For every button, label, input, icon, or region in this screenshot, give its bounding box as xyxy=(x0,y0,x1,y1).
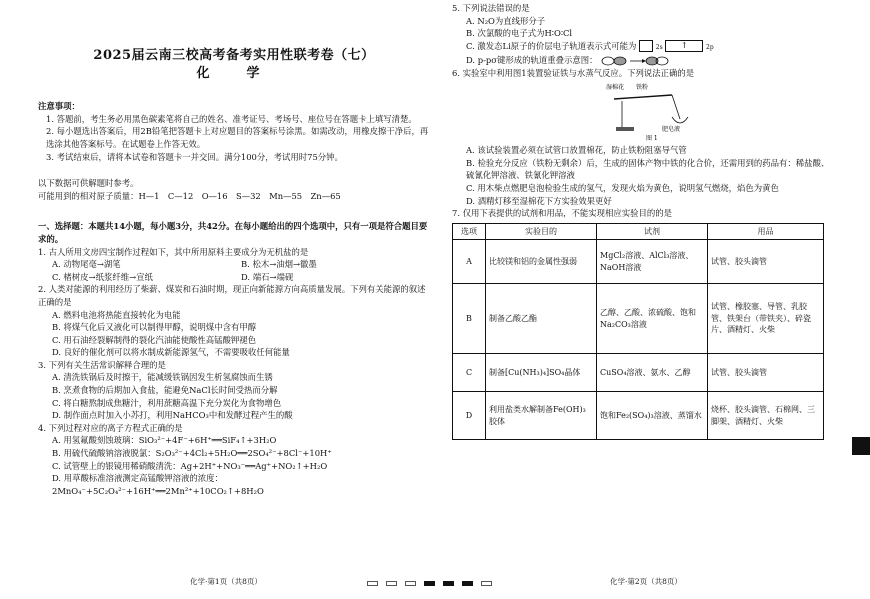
q1-option-a: A. 动物尾毫→湖笔 xyxy=(52,259,121,270)
q4-option-d: D. 用草酸标准溶液测定高锰酸钾溶液的浓度：2MnO₄⁻+5C₂O₄²⁻+16H⁺══2Mn²⁺+10CO₂↑+8H₂O xyxy=(52,473,264,496)
table-cell: 制备乙酸乙酯 xyxy=(486,284,597,354)
table-cell: MgCl₂溶液、AlCl₃溶液、NaOH溶液 xyxy=(597,240,708,284)
q3-option-a: A. 清洗铁锅后及时擦干，能减缓铁锅因发生析氢腐蚀而生锈 xyxy=(52,372,273,383)
q1-option-b: B. 松木→油烟→徽墨 xyxy=(241,259,317,270)
table-cell: 制备[Cu(NH₃)₄]SO₄晶体 xyxy=(486,354,597,392)
table-header: 用品 xyxy=(708,223,824,240)
table-cell: CuSO₄溶液、氨水、乙醇 xyxy=(597,354,708,392)
q2-option-c: C. 用石油经裂解制得的裂化汽油能使酸性高锰酸钾褪色 xyxy=(52,334,257,345)
right-page xyxy=(452,0,832,440)
orbital-label-2s: 2s xyxy=(655,43,663,51)
notes-heading: 注意事项： xyxy=(38,101,80,112)
orbital-box-2p: ↑ xyxy=(665,40,703,52)
table-cell: 饱和Fe₂(SO₄)₃溶液、蒸馏水 xyxy=(597,392,708,440)
data-line: 以下数据可供解题时参考。 xyxy=(38,178,139,189)
table-cell: 试管、橡胶塞、导管、乳胶管、铁架台（带铁夹）、碎瓷片、酒精灯、火柴 xyxy=(708,284,824,354)
mark-filled xyxy=(443,581,454,586)
orbital-label-2p: 2p xyxy=(706,43,714,51)
table-cell: 乙醇、乙酸、浓硫酸、饱和Na₂CO₃溶液 xyxy=(597,284,708,354)
mark-hollow xyxy=(405,581,416,586)
q5-option-d xyxy=(452,54,832,67)
q1-stem: 1. 古人所用文房四宝制作过程如下，其中所用原料主要成分为无机盐的是 xyxy=(38,246,309,257)
footer-page-2: 化学·第2页（共8页） xyxy=(610,577,682,586)
table-cell: 比较镁和铝的金属性强弱 xyxy=(486,240,597,284)
q1-option-d: D. 端石→端砚 xyxy=(241,271,294,282)
registration-marks xyxy=(367,581,492,586)
q3-option-d: D. 制作面点时加入小苏打，利用NaHCO₃中和发酵过程产生的酸 xyxy=(52,410,293,421)
table-cell: 试管、胶头滴管 xyxy=(708,240,824,284)
orbital-box-2s xyxy=(639,40,653,52)
table-header: 实验目的 xyxy=(486,223,597,240)
side-tab-marker xyxy=(852,437,870,455)
atomic-mass-line: 可能用到的相对原子质量：H—1 C—12 O—16 S—32 Mn—55 Zn—65 xyxy=(38,190,341,201)
q5-option-a: A. N₂O为直线形分子 xyxy=(466,15,546,26)
fig-label-soap: 肥皂液 xyxy=(662,125,681,133)
table-cell: B xyxy=(453,284,486,354)
table-row xyxy=(453,240,824,284)
q4-option-c: C. 试管壁上的银镜用稀硝酸清洗：Ag+2H⁺+NO₃⁻══Ag⁺+NO₂↑+H₂O xyxy=(52,460,328,471)
q3-option-b: B. 烹煮食物的后期加入食盐，能避免NaCl长时间受热而分解 xyxy=(52,385,278,396)
table-cell: 利用盐类水解制备Fe(OH)₃胶体 xyxy=(486,392,597,440)
q6-stem: 6. 实验室中利用图1装置验证铁与水蒸气反应。下列说法正确的是 xyxy=(452,67,695,78)
table-row xyxy=(453,354,824,392)
note-2: 2. 每小题选出答案后，用2B铅笔把答题卡上对应题目的答案标号涂黑。如需改动，用橡皮擦干净后，再选涂其他答案标号。在试题卷上作答无效。 xyxy=(46,126,429,149)
mark-hollow xyxy=(367,581,378,586)
q6-option-d: D. 酒精灯移至湿棉花下方实验效果更好 xyxy=(466,195,612,206)
q3-stem: 3. 下列有关生活常识解释合理的是 xyxy=(38,359,166,370)
q6-option-a: A. 该试验装置必须在试管口放置棉花，防止铁粉阻塞导气管 xyxy=(466,145,687,156)
q7-stem: 7. 仅用下表提供的试剂和用品，不能实现相应实验目的的是 xyxy=(452,208,673,219)
table-row xyxy=(453,284,824,354)
part1-heading: 一、选择题：本题共14小题，每小题3分，共42分。在每小题给出的四个选项中，只有一项是符合题目要求的。 xyxy=(38,221,428,244)
q5-option-c-text: C. 激发态Li原子的价层电子轨道表示式可能为 xyxy=(466,40,637,51)
q4-stem: 4. 下列过程对应的离子方程式正确的是 xyxy=(38,422,183,433)
q3-option-c: C. 将白糖熬制成焦糖汁，利用蔗糖高温下充分炭化为食物增色 xyxy=(52,397,282,408)
q5-option-c xyxy=(452,40,832,55)
q5-option-b: B. 次氯酸的电子式为H∶O∶Cl xyxy=(466,28,573,39)
exam-title: 2025届云南三校高考备考实用性联考卷（七） xyxy=(93,48,375,63)
q7-table xyxy=(452,223,824,441)
fig-label-wet-cotton: 湿棉花 xyxy=(606,83,625,91)
fig-delivery-tube xyxy=(672,95,680,119)
table-header-row xyxy=(453,223,824,240)
q4-option-b: B. 用硫代硫酸钠溶液脱氯：S₂O₃²⁻+4Cl₂+5H₂O══2SO₄²⁻+8Cl⁻+10H⁺ xyxy=(52,448,332,459)
table-cell: 烧杯、胶头滴管、石棉网、三脚架、酒精灯、火柴 xyxy=(708,392,824,440)
orbital-overlap-icon xyxy=(600,55,670,67)
exam-subject: 化 学 xyxy=(196,65,272,81)
q5-stem: 5. 下列说法错误的是 xyxy=(452,3,530,13)
mark-hollow xyxy=(481,581,492,586)
q1-options-row2 xyxy=(38,271,430,284)
table-cell: 试管、胶头滴管 xyxy=(708,354,824,392)
mark-filled xyxy=(462,581,473,586)
q6-option-c: C. 用木柴点燃肥皂泡检验生成的氢气，发现火焰为黄色，说明氢气燃烧，焰色为黄色 xyxy=(466,182,779,193)
experiment-apparatus-figure xyxy=(602,81,702,141)
table-row xyxy=(453,392,824,440)
table-cell: C xyxy=(453,354,486,392)
fig-caption: 图 1 xyxy=(646,134,658,141)
q2-option-a: A. 燃料电池将热能直接转化为电能 xyxy=(52,309,181,320)
q1-options-row1 xyxy=(38,258,430,271)
fig-label-iron-powder: 铁粉 xyxy=(636,83,649,91)
note-3: 3. 考试结束后，请将本试卷和答题卡一并交回。满分100分，考试用时75分钟。 xyxy=(46,151,343,162)
q2-stem: 2. 人类对能源的利用经历了柴薪、煤炭和石油时期，现正向新能源方向高质量发展。下列有关能源的叙述正确的是 xyxy=(38,284,426,307)
q1-option-c: C. 楮树皮→纸浆纤维→宣纸 xyxy=(52,271,153,282)
table-cell: D xyxy=(453,392,486,440)
note-1: 1. 答题前，考生务必用黑色碳素笔将自己的姓名、准考证号、考场号、座位号在答题卡上填写清楚。 xyxy=(46,113,417,124)
mark-hollow xyxy=(386,581,397,586)
q6-option-b: B. 检验充分反应（铁粉无剩余）后，生成的固体产物中铁的化合价，还需用到的药品有：稀盐酸、硫氰化钾溶液、铁氰化钾溶液 xyxy=(466,157,830,181)
table-header: 选项 xyxy=(453,223,486,240)
fig-tube xyxy=(614,95,672,99)
q5-option-d-text: D. p-pσ键形成的轨道重叠示意图： xyxy=(466,55,598,66)
table-header: 试剂 xyxy=(597,223,708,240)
q2-option-b: B. 将煤气化后又液化可以制得甲醇，说明煤中含有甲醇 xyxy=(52,322,257,333)
mark-filled xyxy=(424,581,435,586)
fig-lamp xyxy=(616,127,634,131)
q4-option-a: A. 用氢氟酸刻蚀玻璃：SiO₃²⁻+4F⁻+6H⁺══SiF₄↑+3H₂O xyxy=(52,435,277,446)
table-cell: A xyxy=(453,240,486,284)
left-page xyxy=(38,0,430,497)
q2-option-d: D. 良好的催化剂可以将水制成新能源氢气，不需要吸收任何能量 xyxy=(52,347,290,358)
footer-page-1: 化学·第1页（共8页） xyxy=(190,577,262,586)
